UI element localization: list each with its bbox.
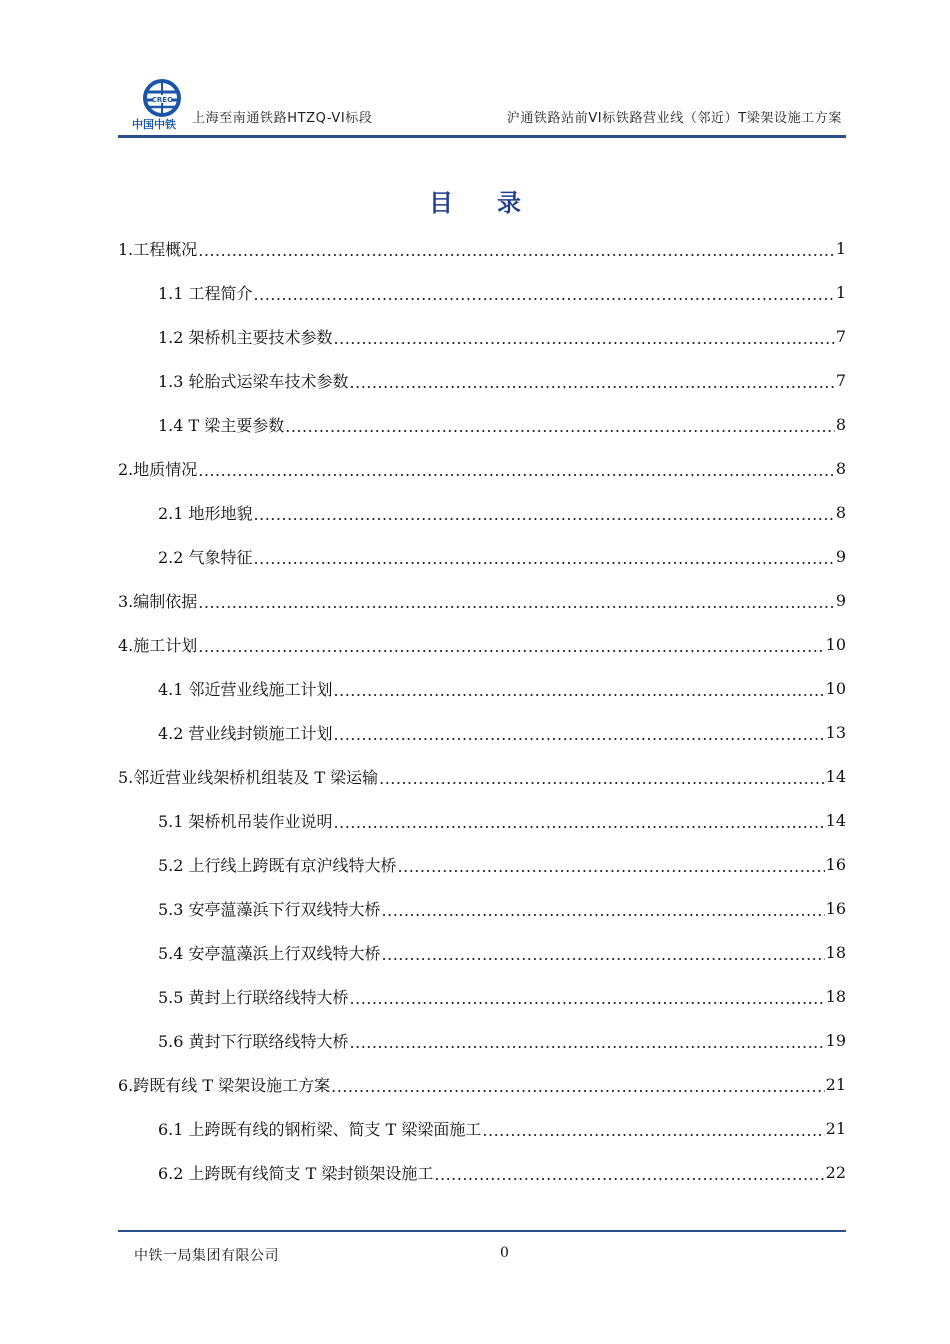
svg-text:CREC: CREC — [151, 96, 173, 104]
toc-entry[interactable] — [118, 1018, 846, 1062]
toc-entry[interactable] — [118, 1150, 846, 1194]
toc-leader-dots — [331, 1077, 825, 1096]
toc-entry-page: 9 — [835, 546, 846, 566]
toc-entry[interactable] — [118, 534, 846, 578]
toc-entry[interactable] — [118, 1062, 846, 1106]
toc-entry-label: 5.2 上行线上跨既有京沪线特大桥 — [158, 855, 397, 875]
toc-entry[interactable] — [118, 402, 846, 446]
toc-entry-label: 5.6 黄封下行联络线特大桥 — [158, 1031, 349, 1051]
header-document-title: 沪通铁路站前VI标铁路营业线（邻近）T梁架设施工方案 — [506, 111, 842, 126]
toc-entry[interactable] — [118, 358, 846, 402]
toc-entry-page: 21 — [825, 1118, 846, 1138]
toc-entry-page: 7 — [835, 326, 846, 346]
toc-entry-label: 3.编制依据 — [118, 591, 198, 611]
toc-entry-label: 6.跨既有线 T 梁架设施工方案 — [118, 1075, 331, 1095]
toc-leader-dots — [334, 329, 835, 348]
toc-entry-page: 16 — [825, 898, 846, 918]
toc-entry-page: 9 — [835, 590, 846, 610]
toc-entry[interactable] — [118, 930, 846, 974]
toc-entry[interactable] — [118, 886, 846, 930]
toc-leader-dots — [434, 1165, 824, 1184]
toc-leader-dots — [350, 373, 835, 392]
toc-entry-label: 5.5 黄封上行联络线特大桥 — [158, 987, 349, 1007]
toc-entry[interactable] — [118, 974, 846, 1018]
toc-title: 目录 — [429, 189, 565, 217]
header-rule — [118, 135, 846, 138]
footer-company: 中铁一局集团有限公司 — [134, 1248, 279, 1264]
toc-entry-label: 5.1 架桥机吊装作业说明 — [158, 811, 333, 831]
footer-page-number: 0 — [500, 1245, 509, 1261]
page-header — [118, 76, 846, 136]
toc-leader-dots — [198, 593, 835, 612]
toc-entry-page: 7 — [835, 370, 846, 390]
toc-entry[interactable] — [118, 1106, 846, 1150]
header-project-name: 上海至南通铁路HTZQ-VI标段 — [192, 111, 373, 126]
toc-entry-label: 6.2 上跨既有线简支 T 梁封锁架设施工 — [158, 1163, 434, 1183]
toc-entry-page: 16 — [825, 854, 846, 874]
toc-entry-label: 1.2 架桥机主要技术参数 — [158, 327, 333, 347]
toc-leader-dots — [482, 1121, 824, 1140]
toc-entry-page: 22 — [825, 1162, 846, 1182]
toc-leader-dots — [379, 769, 825, 788]
toc-entry[interactable] — [118, 754, 846, 798]
toc-leader-dots — [254, 285, 835, 304]
toc-entry-label: 1.工程概况 — [118, 239, 198, 259]
toc-entry[interactable] — [118, 446, 846, 490]
toc-entry-label: 2.2 气象特征 — [158, 547, 253, 567]
toc-entry-page: 21 — [825, 1074, 846, 1094]
toc-entry-page: 8 — [835, 414, 846, 434]
toc-leader-dots — [382, 901, 825, 920]
toc-entry[interactable] — [118, 314, 846, 358]
toc-entry[interactable] — [118, 226, 846, 270]
toc-entry-page: 8 — [835, 502, 846, 522]
toc-entry-label: 5.4 安亭蕰藻浜上行双线特大桥 — [158, 943, 381, 963]
toc-entry-page: 1 — [835, 282, 846, 302]
toc-entry-label: 2.地质情况 — [118, 459, 198, 479]
toc-entry-label: 1.1 工程简介 — [158, 283, 253, 303]
toc-leader-dots — [254, 549, 835, 568]
toc-entry[interactable] — [118, 798, 846, 842]
toc-entry-label: 4.1 邻近营业线施工计划 — [158, 679, 333, 699]
toc-leader-dots — [198, 637, 824, 656]
toc-entry-page: 14 — [825, 766, 846, 786]
toc-leader-dots — [334, 681, 825, 700]
toc-entry[interactable] — [118, 578, 846, 622]
toc-entry-label: 4.施工计划 — [118, 635, 198, 655]
toc-leader-dots — [285, 417, 835, 436]
toc-entry-label: 1.3 轮胎式运梁车技术参数 — [158, 371, 349, 391]
toc-entry[interactable] — [118, 622, 846, 666]
toc-entry-page: 10 — [825, 634, 846, 654]
table-of-contents — [118, 226, 846, 1194]
toc-leader-dots — [198, 461, 835, 480]
toc-entry-label: 5.3 安亭蕰藻浜下行双线特大桥 — [158, 899, 381, 919]
toc-entry-page: 8 — [835, 458, 846, 478]
toc-entry-label: 6.1 上跨既有线的钢桁梁、简支 T 梁梁面施工 — [158, 1119, 482, 1139]
toc-entry[interactable] — [118, 270, 846, 314]
footer-rule — [118, 1230, 846, 1232]
toc-entry-page: 18 — [825, 986, 846, 1006]
toc-entry-page: 14 — [825, 810, 846, 830]
toc-entry[interactable] — [118, 710, 846, 754]
toc-entry-page: 10 — [825, 678, 846, 698]
toc-entry-page: 1 — [835, 238, 846, 258]
toc-entry-label: 2.1 地形地貌 — [158, 503, 253, 523]
toc-leader-dots — [198, 241, 835, 260]
toc-leader-dots — [350, 1033, 825, 1052]
toc-leader-dots — [334, 725, 825, 744]
logo-caption: 中国中铁 — [132, 118, 176, 131]
toc-entry-label: 1.4 T 梁主要参数 — [158, 415, 285, 435]
toc-leader-dots — [382, 945, 825, 964]
toc-entry-page: 19 — [825, 1030, 846, 1050]
toc-entry-page: 18 — [825, 942, 846, 962]
toc-entry[interactable] — [118, 666, 846, 710]
toc-leader-dots — [254, 505, 835, 524]
toc-entry[interactable] — [118, 842, 846, 886]
toc-entry[interactable] — [118, 490, 846, 534]
toc-leader-dots — [334, 813, 825, 832]
toc-leader-dots — [398, 857, 825, 876]
toc-entry-label: 5.邻近营业线架桥机组装及 T 梁运输 — [118, 767, 379, 787]
toc-entry-page: 13 — [825, 722, 846, 742]
toc-entry-label: 4.2 营业线封锁施工计划 — [158, 723, 333, 743]
toc-leader-dots — [350, 989, 825, 1008]
